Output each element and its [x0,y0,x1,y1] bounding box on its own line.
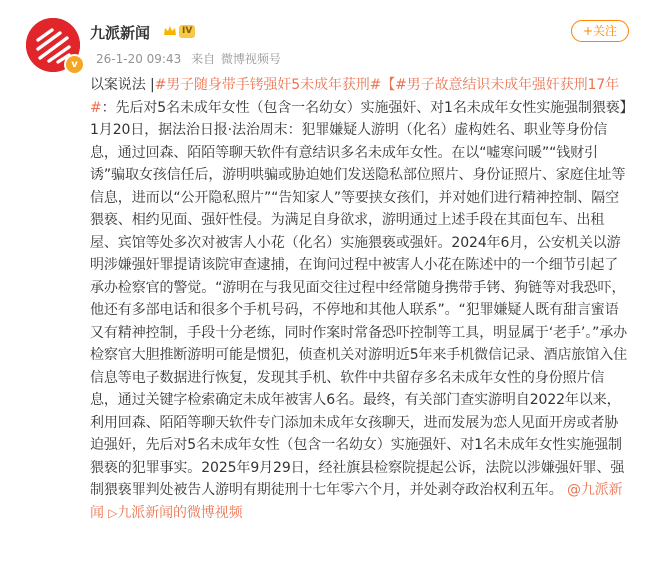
post-source[interactable]: 微博视频号 [220,52,281,66]
post-timestamp[interactable]: 26-1-20 09:43 [96,52,182,66]
video-link[interactable] [108,505,242,521]
mention-link[interactable]: @九派新闻 [90,482,623,521]
post-meta [96,50,287,67]
verified-badge: v [64,54,85,75]
post-body: ：先后对5名未成年女性（包含一名幼女）实施强奸、对1名未成年女性实施强制猥亵】1月20日，据法治日报·法治周末：犯罪嫌疑人游明（化名）虚构姓名、职业等身份信息，通过回森、陌陌等聊天软件有意结识多名未成年女性。在以“嘘寒问暖”“钱财引诱”骗取女孩信任后，游明哄骗或胁迫她们发送隐私部位照片、身份证照片、家庭住址等信息，进而以“公开隐私照片”“告知家人”等要挟女孩们，并对她们进行精神控制、隔空猥亵、相约见面、强奸性侵。为满足自身欲求，游明通过上述手段在其面包车、出租屋、宾馆等处多次对被害人小花（化名）实施猥亵或强奸。2024年6月，公安机关以游明涉嫌强奸罪提请该院审查逮捕，在询问过程中被害人小花在陈述中的一个细节引起了承办检察官的警觉。“游明在与我见面交往过程中经常随身携带手铐、狗链等对我恐吓，他还有多部电话和很多个手机号码，不停地和其他人联系”。“犯罪嫌疑人既有甜言蜜语又有精神控制，手段十分老练，同时作案时常备恐吓控制等工具，明显属于‘老手’。”承办检察官大胆推断游明可能是惯犯，侦查机关对游明近5年来手机微信记录、酒店旅馆入住信息等电子数据进行恢复，发现其手机、软件中共留存多名未成年女性的身份照片信息，通过关键字检索确定未成年被害人6名。最终，有关部门查实游明自2022年以来，利用回森、陌陌等聊天软件专门添加未成年女孩聊天，进而发展为恋人见面开房或者胁迫强奸，先后对5名未成年女性（包含一名幼女）实施强奸、对1名未成年女性实施强制猥亵的犯罪事实。2025年9月29日，经社旗县检察院提起公诉，法院以涉嫌强奸罪、强制猥亵罪判处被告人游明有期徒刑十七年零六个月，并处剥夺政治权利五年。 [90,99,628,498]
crown-icon [163,24,177,38]
author-name[interactable]: 九派新闻 [90,24,151,42]
topic-link-1[interactable]: #男子随身带手铐强奸5未成年获刑 [154,77,370,93]
post-text [90,74,632,524]
source-prefix: 来自 [191,52,216,66]
follow-button[interactable]: +关注 [571,20,629,42]
topic-separator: # [369,77,382,93]
topic-link-2[interactable]: 【#男子故意结识未成年强奸获刑17年# [90,77,620,116]
user-level[interactable] [163,24,195,38]
intro-text: 以案说法 | [90,77,155,93]
level-badge: IV [179,25,195,38]
play-icon: ▷ [108,505,118,520]
video-link-label: 九派新闻的微博视频 [117,504,243,521]
